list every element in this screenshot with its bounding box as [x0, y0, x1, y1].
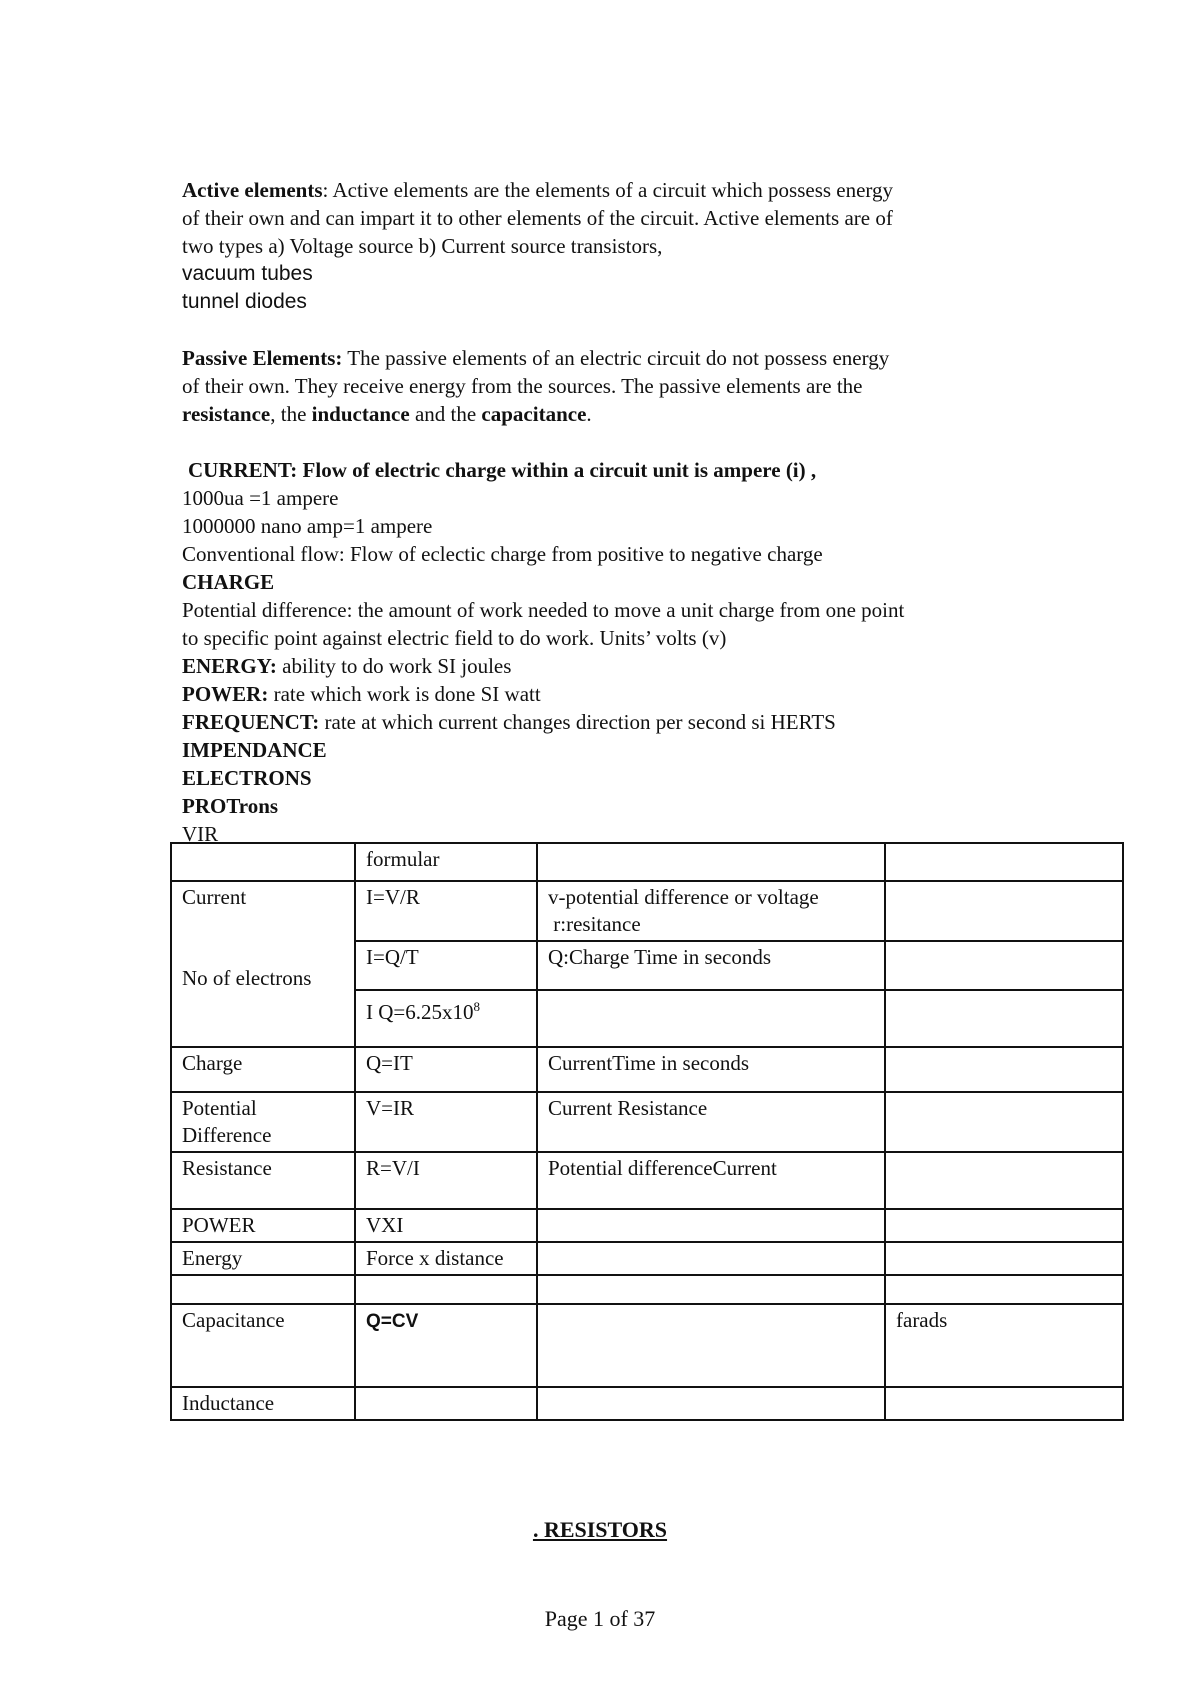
power-line: POWER: rate which work is done SI watt	[182, 682, 541, 706]
charge-label: Charge	[171, 1047, 355, 1092]
potential-difference-label: Potential Difference	[171, 1092, 355, 1152]
energy-label: Energy	[171, 1242, 355, 1275]
passive-elements-term: Passive Elements:	[182, 346, 343, 370]
vir-label: VIR	[182, 822, 219, 846]
potential-difference-description: Current Resistance	[537, 1092, 885, 1152]
table-row	[171, 1047, 1123, 1092]
impedance-heading: IMPENDANCE	[182, 738, 327, 762]
current-formula-2: I=Q/T	[355, 941, 537, 990]
active-example-vacuum-tubes: vacuum tubes	[182, 262, 313, 285]
current-description-1: v-potential difference or voltage r:resitance	[537, 881, 885, 941]
active-elements-paragraph: Active elements: Active elements are the elements of a circuit which possess energy of their own and can impart it to other elements of the circuit. Active elements are of two types a) Voltage source b) Current source transistors,	[182, 178, 894, 258]
current-label-cell: Current No of electrons	[171, 881, 355, 1047]
capacitance-unit: farads	[885, 1304, 1123, 1387]
capacitance-formula: Q=CV	[355, 1304, 537, 1387]
table-row	[171, 843, 1123, 881]
page-number-footer: Page 1 of 37	[544, 1606, 656, 1631]
resistance-label: Resistance	[171, 1152, 355, 1209]
charge-description: CurrentTime in seconds	[537, 1047, 885, 1092]
formula-table	[170, 842, 1124, 1421]
table-row	[171, 1209, 1123, 1242]
energy-formula: Force x distance	[355, 1242, 537, 1275]
table-row	[171, 1304, 1123, 1387]
table-row	[171, 1387, 1123, 1420]
charge-formula: Q=IT	[355, 1047, 537, 1092]
power-label: POWER	[171, 1209, 355, 1242]
current-formula-1: I=V/R	[355, 881, 537, 941]
resistance-formula: R=V/I	[355, 1152, 537, 1209]
electrons-heading: ELECTRONS	[182, 766, 312, 790]
energy-line: ENERGY: ability to do work SI joules	[182, 654, 512, 678]
section-heading-resistors: . RESISTORS	[532, 1517, 668, 1542]
table-row	[171, 1092, 1123, 1152]
notes-body	[182, 176, 1052, 848]
formula-column-header: formular	[355, 843, 537, 881]
power-formula: VXI	[355, 1209, 537, 1242]
inductance-label: Inductance	[171, 1387, 355, 1420]
protons-heading: PROTrons	[182, 794, 279, 818]
electrons-formula: I $Q=6.25x10^8$	[355, 990, 537, 1047]
active-example-tunnel-diodes: tunnel diodes	[182, 290, 307, 313]
potential-difference-formula: V=IR	[355, 1092, 537, 1152]
current-description-2: Q:Charge Time in seconds	[537, 941, 885, 990]
frequency-line: FREQUENCT: rate at which current changes direction per second si HERTS	[182, 710, 836, 734]
table-row	[171, 1275, 1123, 1304]
current-line-microamp: 1000ua =1 ampere	[182, 486, 339, 510]
active-elements-term: Active elements	[182, 178, 323, 202]
current-line-nanoamp: 1000000 nano amp=1 ampere	[182, 514, 433, 538]
capacitance-label: Capacitance	[171, 1304, 355, 1387]
passive-elements-paragraph: Passive Elements: The passive elements of an electric circuit do not possess energy of their own. They receive energy from the sources. The passive elements are the resistance, the inductance and the capacitance.	[182, 346, 890, 426]
charge-heading: CHARGE	[182, 570, 275, 594]
current-heading: CURRENT: Flow of electric charge within a circuit unit is ampere (i) ,	[188, 458, 817, 482]
table-row	[171, 881, 1123, 941]
table-row	[171, 1242, 1123, 1275]
conventional-flow-line: Conventional flow: Flow of eclectic charge from positive to negative charge	[182, 542, 823, 566]
resistance-description: Potential differenceCurrent	[537, 1152, 885, 1209]
potential-difference-paragraph: Potential difference: the amount of work needed to move a unit charge from one point to specific point against electric field to do work. Units’ volts (v)	[182, 598, 905, 650]
table-row	[171, 1152, 1123, 1209]
